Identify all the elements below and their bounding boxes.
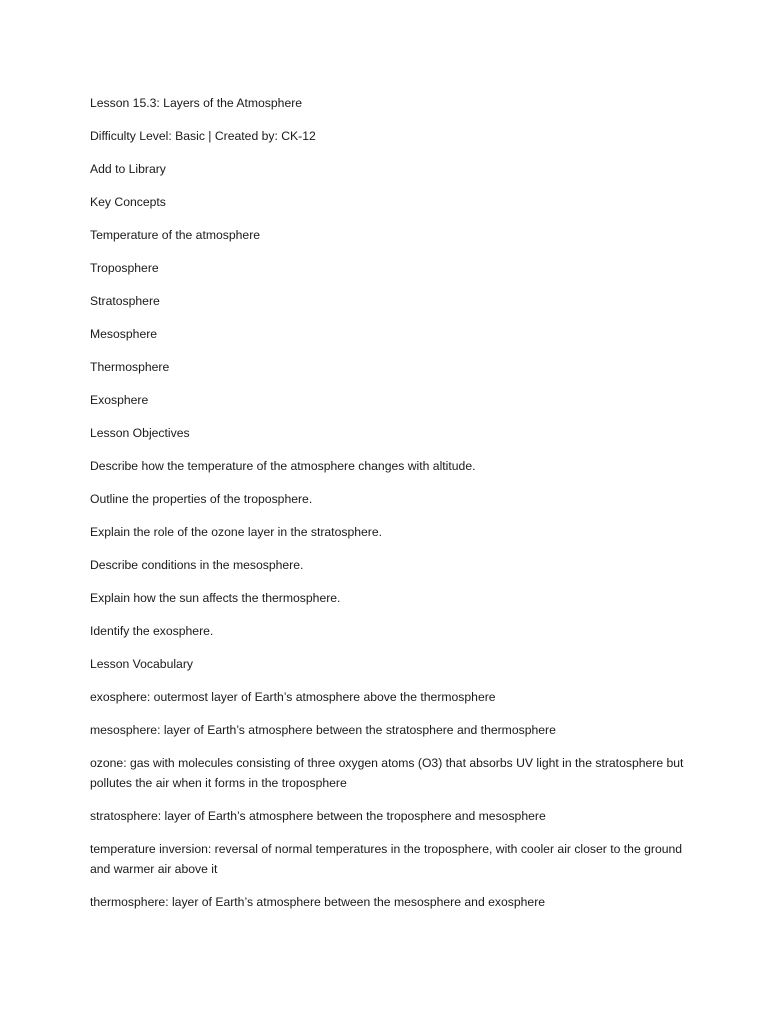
objective-item: Explain the role of the ozone layer in the stratosphere.: [90, 525, 383, 539]
objectives-heading: Lesson Objectives: [90, 426, 190, 440]
vocabulary-item: mesosphere: layer of Earth’s atmosphere between the stratosphere and thermosphere: [90, 723, 556, 737]
key-concept-item: Stratosphere: [90, 294, 160, 308]
vocabulary-item: ozone: gas with molecules consisting of three oxygen atoms (O3) that absorbs UV light in the stratosphere but pollutes the air when it forms in the troposphere: [90, 756, 684, 790]
key-concept-item: Thermosphere: [90, 360, 170, 374]
objective-item: Describe how the temperature of the atmosphere changes with altitude.: [90, 459, 476, 473]
objective-item: Describe conditions in the mesosphere.: [90, 558, 304, 572]
key-concept-item: Troposphere: [90, 261, 159, 275]
objective-item: Outline the properties of the troposphere.: [90, 492, 313, 506]
vocabulary-item: exosphere: outermost layer of Earth’s atmosphere above the thermosphere: [90, 690, 496, 704]
key-concepts-heading: Key Concepts: [90, 195, 166, 209]
key-concept-item: Temperature of the atmosphere: [90, 228, 261, 242]
vocabulary-item: thermosphere: layer of Earth’s atmosphere between the mesosphere and exosphere: [90, 895, 546, 909]
add-to-library-link[interactable]: Add to Library: [90, 162, 166, 176]
objective-item: Identify the exosphere.: [90, 624, 214, 638]
lesson-title: Lesson 15.3: Layers of the Atmosphere: [90, 96, 303, 110]
objective-item: Explain how the sun affects the thermosphere.: [90, 591, 341, 605]
key-concept-item: Mesosphere: [90, 327, 158, 341]
vocabulary-item: stratosphere: layer of Earth’s atmosphere between the troposphere and mesosphere: [90, 809, 546, 823]
key-concept-item: Exosphere: [90, 393, 149, 407]
vocabulary-item: temperature inversion: reversal of normal temperatures in the troposphere, with cooler air closer to the ground and warmer air above it: [90, 842, 683, 876]
lesson-meta: Difficulty Level: Basic | Created by: CK-12: [90, 129, 316, 143]
vocabulary-heading: Lesson Vocabulary: [90, 657, 193, 671]
document-page: [90, 93, 690, 925]
